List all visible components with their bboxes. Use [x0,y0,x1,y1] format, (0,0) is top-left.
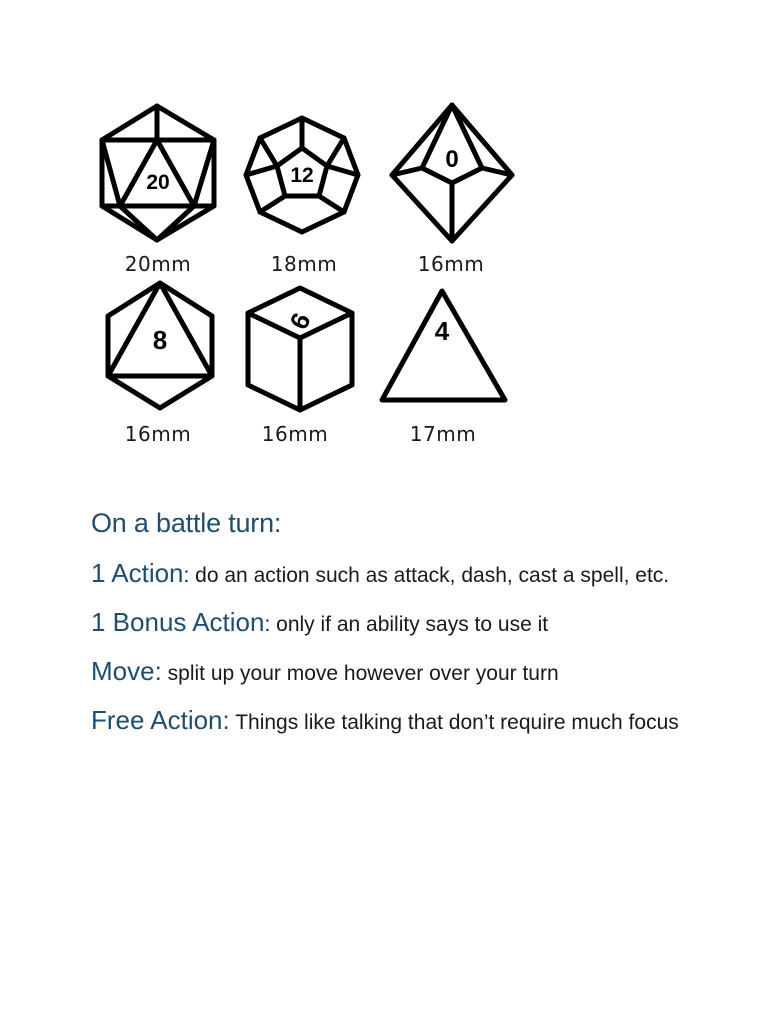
rule-term: 1 Action [91,558,184,588]
d10-face-number: 0 [445,146,459,173]
rule-term: Move: [91,656,162,686]
rule-description: : do an action such as attack, dash, cast a spell, etc. [183,564,670,587]
d4-size-label: 17mm [409,422,477,446]
rule-move [91,651,691,694]
d4-face-number: 4 [434,316,450,346]
d6-face-number: 6 [283,308,317,334]
d6-icon [248,288,352,410]
d6-size-label: 16mm [261,422,329,446]
d10-icon [392,105,512,241]
d12-size-label: 18mm [270,252,338,276]
rule-term: Free Action: [91,705,230,735]
d10-size-label: 16mm [417,252,485,276]
dice-illustration [92,88,532,458]
rule-action [91,553,691,596]
rule-description: Things like talking that don’t require much focus [229,711,679,734]
d8-face-number: 8 [152,325,168,355]
rule-term: 1 Bonus Action [91,607,265,637]
rule-description: split up your move however over your turn [161,662,559,685]
battle-turn-section [91,508,691,749]
d20-size-label: 20mm [124,252,192,276]
rule-bonus-action [91,602,691,645]
section-heading: On a battle turn: [91,508,282,538]
d8-size-label: 16mm [124,422,192,446]
d12-face-number: 12 [290,164,314,187]
d20-face-number: 20 [146,171,170,194]
dice-svg [92,88,532,458]
rule-description: : only if an ability says to use it [264,613,549,636]
rule-free-action [91,700,691,743]
